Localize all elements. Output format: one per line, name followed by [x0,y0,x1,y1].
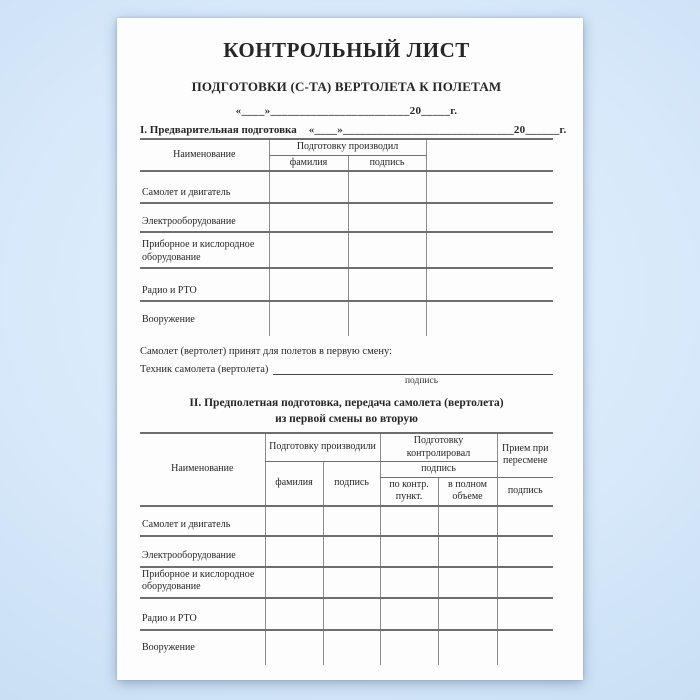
table2-header-signature-group: подпись [380,462,497,478]
empty-cell [269,232,348,268]
empty-cell [323,506,380,536]
table2-header-control-points: по контр. пункт. [380,477,438,506]
table1-header-name: Наименование [140,139,269,171]
empty-cell [323,536,380,567]
empty-cell [269,171,348,203]
empty-cell [497,567,553,598]
row-label: Электрооборудование [140,536,265,567]
empty-cell [323,567,380,598]
preflight-preparation-table [140,432,553,665]
table2-header-signature: подпись [323,462,380,506]
table-row [140,232,553,268]
table2-header-row-1 [140,433,553,462]
table1-header-prepared-by: Подготовку производил [269,139,426,155]
section2-heading [140,396,553,427]
table-row [140,536,553,567]
table2-header-surname: фамилия [265,462,323,506]
table1-header-row-1 [140,139,553,155]
table-row [140,301,553,336]
row-label: Самолет и двигатель [140,506,265,536]
empty-cell [265,536,323,567]
empty-cell [497,598,553,630]
row-label: Вооружение [142,313,195,325]
section1-date-blank: «____»______________________________20______г. [308,124,567,137]
empty-cell [265,598,323,630]
empty-cell [497,630,553,665]
empty-cell [380,630,438,665]
empty-cell [426,232,553,268]
row-label: Радио и РТО [140,268,269,301]
empty-cell [438,598,497,630]
section1-heading-row [140,124,567,137]
caption-spacer [140,376,290,386]
empty-cell [438,506,497,536]
document-date-blank: «____»________________________20_____г. [235,105,458,118]
table2-header-handover: Прием при пересмене [497,433,553,477]
empty-cell [348,171,426,203]
row-label: Приборное и кислородное оборудование [140,232,269,268]
technician-line [140,363,553,375]
table-row [140,171,553,203]
table-row [140,203,553,232]
signature-caption: подпись [404,376,439,387]
table-row [140,630,553,665]
empty-cell [380,536,438,567]
empty-cell [269,203,348,232]
document-page [117,18,583,680]
empty-cell [380,598,438,630]
empty-cell [426,268,553,301]
empty-cell [265,630,323,665]
empty-cell [265,506,323,536]
document-subtitle: ПОДГОТОВКИ (С-ТА) ВЕРТОЛЕТА К ПОЛЕТАМ [191,79,502,95]
table2-header-handover-signature: подпись [497,477,553,506]
document-title: КОНТРОЛЬНЫЙ ЛИСТ [223,38,470,62]
empty-cell [380,506,438,536]
table2-header-in-full: в полном объеме [438,477,497,506]
table2-header-controlled-by: Подготовку контролировал [380,433,497,462]
table1-header-surname: фамилия [269,155,348,171]
row-label: Самолет и двигатель [140,171,269,203]
empty-cell [497,506,553,536]
empty-cell [438,536,497,567]
empty-cell [426,171,553,203]
table-row [140,598,553,630]
section2-heading-line2: из первой смены во вторую [275,412,418,425]
empty-cell [497,536,553,567]
table1-header-signature: подпись [348,155,426,171]
empty-cell [269,301,348,336]
table-row [140,268,553,301]
table1-header-blank [426,139,553,171]
table2-header-name: Наименование [140,433,265,506]
empty-cell [426,301,553,336]
empty-cell [348,203,426,232]
acceptance-statement: Самолет (вертолет) принят для полетов в первую смену: [140,346,393,358]
preliminary-preparation-table [140,138,553,336]
empty-cell [265,567,323,598]
table-row [140,567,553,598]
row-label: Радио и РТО [140,598,265,630]
empty-cell [438,630,497,665]
empty-cell [323,598,380,630]
row-label: Приборное и кислородное оборудование [140,567,265,598]
empty-cell [323,630,380,665]
empty-cell [348,268,426,301]
technician-label: Техник самолета (вертолета) [140,364,269,376]
row-label: Электрооборудование [140,203,269,232]
empty-cell [426,203,553,232]
empty-cell [380,567,438,598]
empty-cell [348,232,426,268]
empty-cell [438,567,497,598]
section1-heading: I. Предварительная подготовка [140,124,297,137]
empty-cell [348,301,426,336]
table-row [140,506,553,536]
signature-caption-row [140,376,553,386]
signature-line [273,363,553,375]
empty-cell [269,268,348,301]
section2-heading-line1: II. Предполетная подготовка, передача самолета (вертолета) [189,397,504,410]
table2-header-prepared-by: Подготовку производили [265,433,380,462]
row-label: Вооружение [142,642,195,654]
